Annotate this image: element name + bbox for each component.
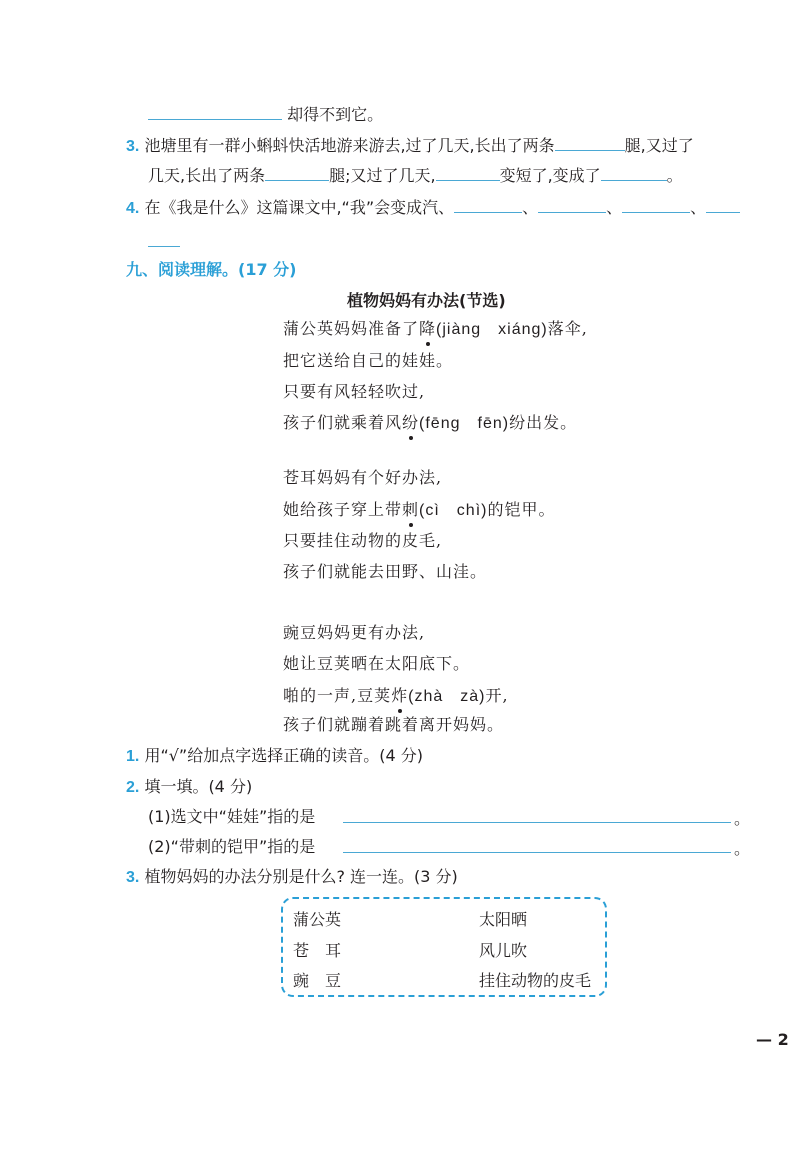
q3-text-3: 几天,长出了两条 xyxy=(148,166,266,185)
reading-question-3 xyxy=(126,864,458,887)
separator: 、 xyxy=(690,198,707,217)
q3-text-6: 。 xyxy=(666,166,683,185)
question-number: 1. xyxy=(126,748,140,765)
question-number: 3. xyxy=(126,869,140,886)
answer-line[interactable] xyxy=(343,852,731,853)
reading-question-1 xyxy=(126,743,423,766)
pinyin-options[interactable]: (fēng fēn) xyxy=(419,415,510,432)
q2-tail-text: 却得不到它。 xyxy=(287,105,384,124)
pinyin-options[interactable]: (cì chì) xyxy=(419,502,488,519)
page-number: — 2 xyxy=(756,1030,789,1049)
answer-blank[interactable] xyxy=(601,162,667,181)
question-text: 用“√”给加点字选择正确的读音。(4 分) xyxy=(144,746,423,765)
match-right-item[interactable]: 风儿吹 xyxy=(479,941,528,960)
question-number: 3. xyxy=(126,138,140,155)
poem-line xyxy=(283,497,556,520)
question-4 xyxy=(126,194,740,218)
question-4-line2 xyxy=(148,228,180,251)
dotted-char: 刺 xyxy=(402,497,419,520)
poem-line: 只要有风轻轻吹过, xyxy=(283,382,426,401)
poem-text: 的铠甲。 xyxy=(487,500,556,519)
question-number: 2. xyxy=(126,779,140,796)
poem-text: 落伞, xyxy=(547,319,588,338)
match-right-item[interactable]: 太阳晒 xyxy=(479,910,528,929)
poem-line: 她让豆荚晒在太阳底下。 xyxy=(283,654,471,673)
reading-question-2-sub1: (1)选文中“娃娃”指的是 xyxy=(148,807,316,826)
poem-text: 孩子们就乘着风 xyxy=(283,413,403,432)
answer-blank[interactable] xyxy=(148,101,282,120)
section-heading: 九、阅读理解。(17 分) xyxy=(126,260,297,279)
answer-blank[interactable] xyxy=(706,194,740,213)
q3-text-1: 池塘里有一群小蝌蚪快活地游来游去,过了几天,长出了两条 xyxy=(144,136,555,155)
poem-text: 啪的一声,豆荚 xyxy=(283,686,392,705)
reading-question-2-sub2: (2)“带刺的铠甲”指的是 xyxy=(148,837,316,856)
poem-line xyxy=(283,410,577,433)
answer-blank[interactable] xyxy=(555,132,625,151)
poem-line xyxy=(283,683,509,706)
q2-tail-line xyxy=(148,101,383,125)
match-left-item[interactable]: 豌 豆 xyxy=(293,971,342,990)
poem-text: 她给孩子穿上带 xyxy=(283,500,403,519)
poem-line: 苍耳妈妈有个好办法, xyxy=(283,468,443,487)
question-number: 4. xyxy=(126,200,140,217)
q3-text-5: 变短了,变成了 xyxy=(499,166,601,185)
answer-blank[interactable] xyxy=(265,162,329,181)
dotted-char: 降 xyxy=(419,316,436,339)
q4-text: 在《我是什么》这篇课文中,“我”会变成汽、 xyxy=(144,198,455,217)
poem-line: 把它送给自己的娃娃。 xyxy=(283,351,454,370)
separator: 、 xyxy=(606,198,623,217)
poem-line: 孩子们就能去田野、山洼。 xyxy=(283,562,488,581)
poem-text: 纷出发。 xyxy=(509,413,578,432)
reading-question-2 xyxy=(126,774,252,797)
answer-blank[interactable] xyxy=(148,228,180,247)
match-left-item[interactable]: 苍 耳 xyxy=(293,941,342,960)
question-text: 填一填。(4 分) xyxy=(144,777,253,796)
dotted-char: 纷 xyxy=(402,410,419,433)
question-text: 植物妈妈的办法分别是什么? 连一连。(3 分) xyxy=(144,867,458,886)
poem-line: 只要挂住动物的皮毛, xyxy=(283,531,443,550)
q3-text-4: 腿;又过了几天, xyxy=(329,166,436,185)
passage-title: 植物妈妈有办法(节选) xyxy=(347,291,506,310)
answer-line[interactable] xyxy=(343,822,731,823)
answer-blank[interactable] xyxy=(538,194,606,213)
q3-text-2: 腿,又过了 xyxy=(624,136,694,155)
poem-line: 孩子们就蹦着跳着离开妈妈。 xyxy=(283,715,505,734)
period: 。 xyxy=(734,839,751,858)
poem-text: 开, xyxy=(485,686,509,705)
pinyin-options[interactable]: (zhà zà) xyxy=(408,688,486,705)
separator: 、 xyxy=(522,198,539,217)
question-3-line2 xyxy=(148,162,683,186)
poem-line: 豌豆妈妈更有办法, xyxy=(283,623,426,642)
answer-blank[interactable] xyxy=(454,194,522,213)
match-left-item[interactable]: 蒲公英 xyxy=(293,910,342,929)
answer-blank[interactable] xyxy=(436,162,500,181)
matching-box xyxy=(281,897,607,997)
poem-line xyxy=(283,316,588,339)
answer-blank[interactable] xyxy=(622,194,690,213)
poem-text: 蒲公英妈妈准备了 xyxy=(283,319,420,338)
dotted-char: 炸 xyxy=(391,683,408,706)
period: 。 xyxy=(734,809,751,828)
match-right-item[interactable]: 挂住动物的皮毛 xyxy=(479,971,592,990)
question-3 xyxy=(126,132,694,156)
pinyin-options[interactable]: (jiàng xiáng) xyxy=(436,321,548,338)
